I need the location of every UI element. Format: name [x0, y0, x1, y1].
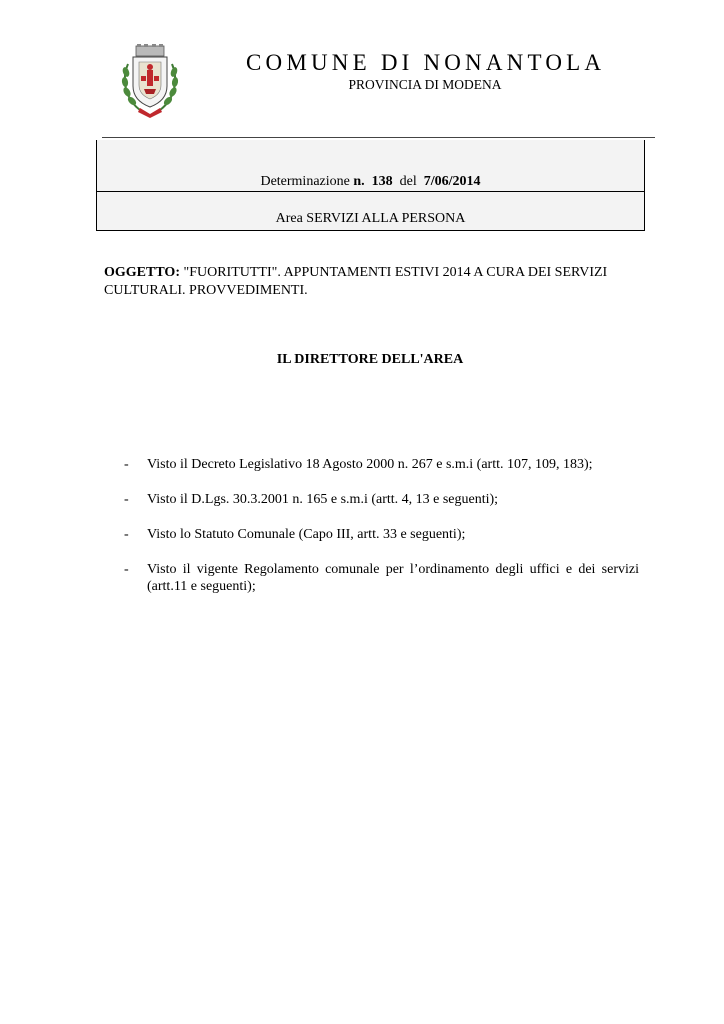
subject-label: OGGETTO: — [104, 265, 180, 280]
subject-text: "FUORITUTTI". APPUNTAMENTI ESTIVI 2014 A CURA DEI SERVIZI CULTURALI. PROVVEDIMENTI. — [104, 265, 608, 298]
list-dash: - — [124, 527, 129, 542]
determination-line — [97, 173, 644, 191]
list-item-text: Visto lo Statuto Comunale (Capo III, artt. 33 e seguenti); — [147, 527, 466, 542]
determination-label: Determinazione — [260, 174, 350, 189]
list-item-text: Visto il Decreto Legislativo 18 Agosto 2000 n. 267 e s.m.i (artt. 107, 109, 183); — [147, 457, 593, 472]
list-dash: - — [124, 457, 129, 472]
determination-number: 138 — [371, 174, 393, 189]
considerations-list — [124, 456, 639, 595]
determination-date-prefix: del — [399, 174, 417, 189]
list-item — [124, 561, 639, 595]
section-heading: IL DIRETTORE DELL'AREA — [276, 352, 464, 367]
list-dash: - — [124, 562, 129, 577]
area-label: Area SERVIZI ALLA PERSONA — [275, 211, 466, 226]
determination-date: 7/06/2014 — [423, 174, 481, 189]
header-divider — [102, 137, 655, 138]
list-item — [124, 526, 639, 543]
municipality-title: COMUNE DI NONANTOLA — [246, 50, 606, 75]
list-item-text: Visto il vigente Regolamento comunale per l’ordinamento degli uffici e dei servizi (artt.11 e seguenti); — [147, 562, 639, 594]
coat-of-arms-icon — [118, 42, 182, 118]
list-dash: - — [124, 492, 129, 507]
subject-paragraph — [104, 264, 642, 300]
province-subtitle: PROVINCIA DI MODENA — [348, 77, 502, 92]
determination-row — [97, 140, 644, 192]
list-item-text: Visto il D.Lgs. 30.3.2001 n. 165 e s.m.i (artt. 4, 13 e seguenti); — [147, 492, 499, 507]
list-item — [124, 491, 639, 508]
determination-box — [96, 140, 645, 231]
list-item — [124, 456, 639, 473]
determination-number-prefix: n. — [353, 174, 365, 189]
